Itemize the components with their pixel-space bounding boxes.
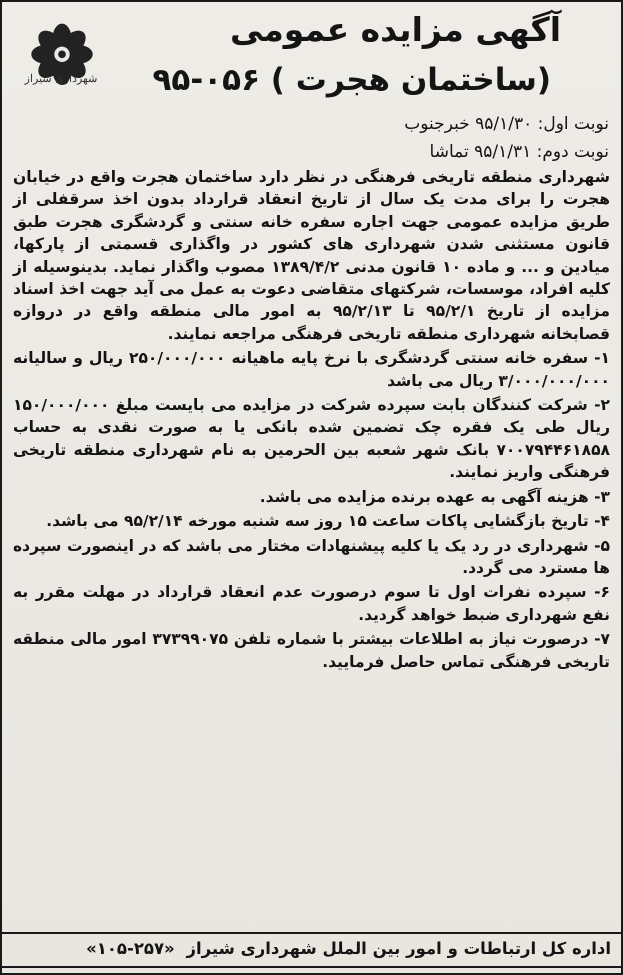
- condition-item-3: ۳- هزینه آگهی به عهده برنده مزایده می باشد.: [259, 487, 610, 506]
- bottom-divider: [2, 966, 621, 968]
- condition-item-1: ۱- سفره خانه سنتی گردشگری با نرخ پایه ماهیانه ۲۵۰/۰۰۰/۰۰۰ ریال و سالیانه ۳/۰۰۰/۰۰۰/۰۰۰ ریال می باشد: [13, 349, 611, 390]
- shiraz-municipality-logo: [14, 14, 110, 110]
- notice-subtitle: (ساختمان هجرت ) ۰۵۶-۹۵: [152, 62, 551, 98]
- notice-body: [13, 166, 610, 675]
- condition-item-4: ۴- تاریخ بازگشایی پاکات ساعت ۱۵ روز سه شنبه مورخه ۹۵/۲/۱۴ می باشد.: [46, 512, 610, 531]
- condition-item-6: ۶- سپرده نفرات اول تا سوم درصورت عدم انعقاد قرارداد در مهلت مقرر به نفع شهرداری ضبط خواهد گردید.: [13, 583, 610, 624]
- logo-caption: شهرداری شیراز: [24, 72, 98, 85]
- condition-item-2: ۲- شرکت کنندگان بابت سپرده شرکت در مزایده می بایست مبلغ ۱۵۰/۰۰۰/۰۰۰ ریال طی یک فقره چک تضمین شده بانکی یا به صورت نقدی به حساب ۷۰۰۷۹۴۴۶۱۸۵۸ بانک شهر شعبه بین الحرمین به نام شهرداری منطقه تاریخی فرهنگی واریز نمایند.: [13, 396, 610, 482]
- footer: [12, 936, 611, 962]
- condition-item-7: ۷- درصورت نیاز به اطلاعات بیشتر با شماره تلفن ۳۷۳۹۹۰۷۵ امور مالی منطقه تاریخی فرهنگی تماس حاصل فرمایید.: [13, 630, 610, 671]
- signature: اداره کل ارتباطات و امور بین الملل شهرداری شیراز: [186, 939, 611, 958]
- publication-turn-1: نوبت اول: ۹۵/۱/۳۰ خبرجنوب: [404, 114, 609, 134]
- footer-divider: [2, 932, 621, 934]
- publication-turn-2: نوبت دوم: ۹۵/۱/۳۱ تماشا: [429, 142, 609, 162]
- notice-code: «۲۵۷-۱۰۵»: [86, 939, 175, 958]
- intro-paragraph: شهرداری منطقه تاریخی فرهنگی در نظر دارد ساختمان هجرت واقع در خیابان هجرت را برای مدت یک سال از تاریخ انعقاد قرارداد بدون اخذ سرقفلی از طریق مزایده عمومی جهت اجاره سفره خانه سنتی و گردشگری هجرت طبق قانون مستثنی شدن شهرداری های کشور در واگذاری قسمتی از پارکها، میادین و ... و ماده ۱۰ قانون مدنی ۱۳۸۹/۴/۲ مصوب واگذار نماید. بدینوسیله از کلیه افراد، موسسات، شرکتهای متقاضی دعوت به عمل می آید جهت اخذ اسناد مزایده از تاریخ ۹۵/۲/۱ تا ۹۵/۲/۱۳ به امور مالی منطقه واقع در دروازه قصابخانه شهرداری منطقه تاریخی فرهنگی مراجعه نمایند.: [13, 168, 610, 343]
- notice-title: آگهی مزایده عمومی: [229, 10, 561, 49]
- condition-item-5: ۵- شهرداری در رد یک یا کلیه پیشنهادات مختار می باشد که در اینصورت سپرده ها مسترد می گردد.: [13, 536, 610, 577]
